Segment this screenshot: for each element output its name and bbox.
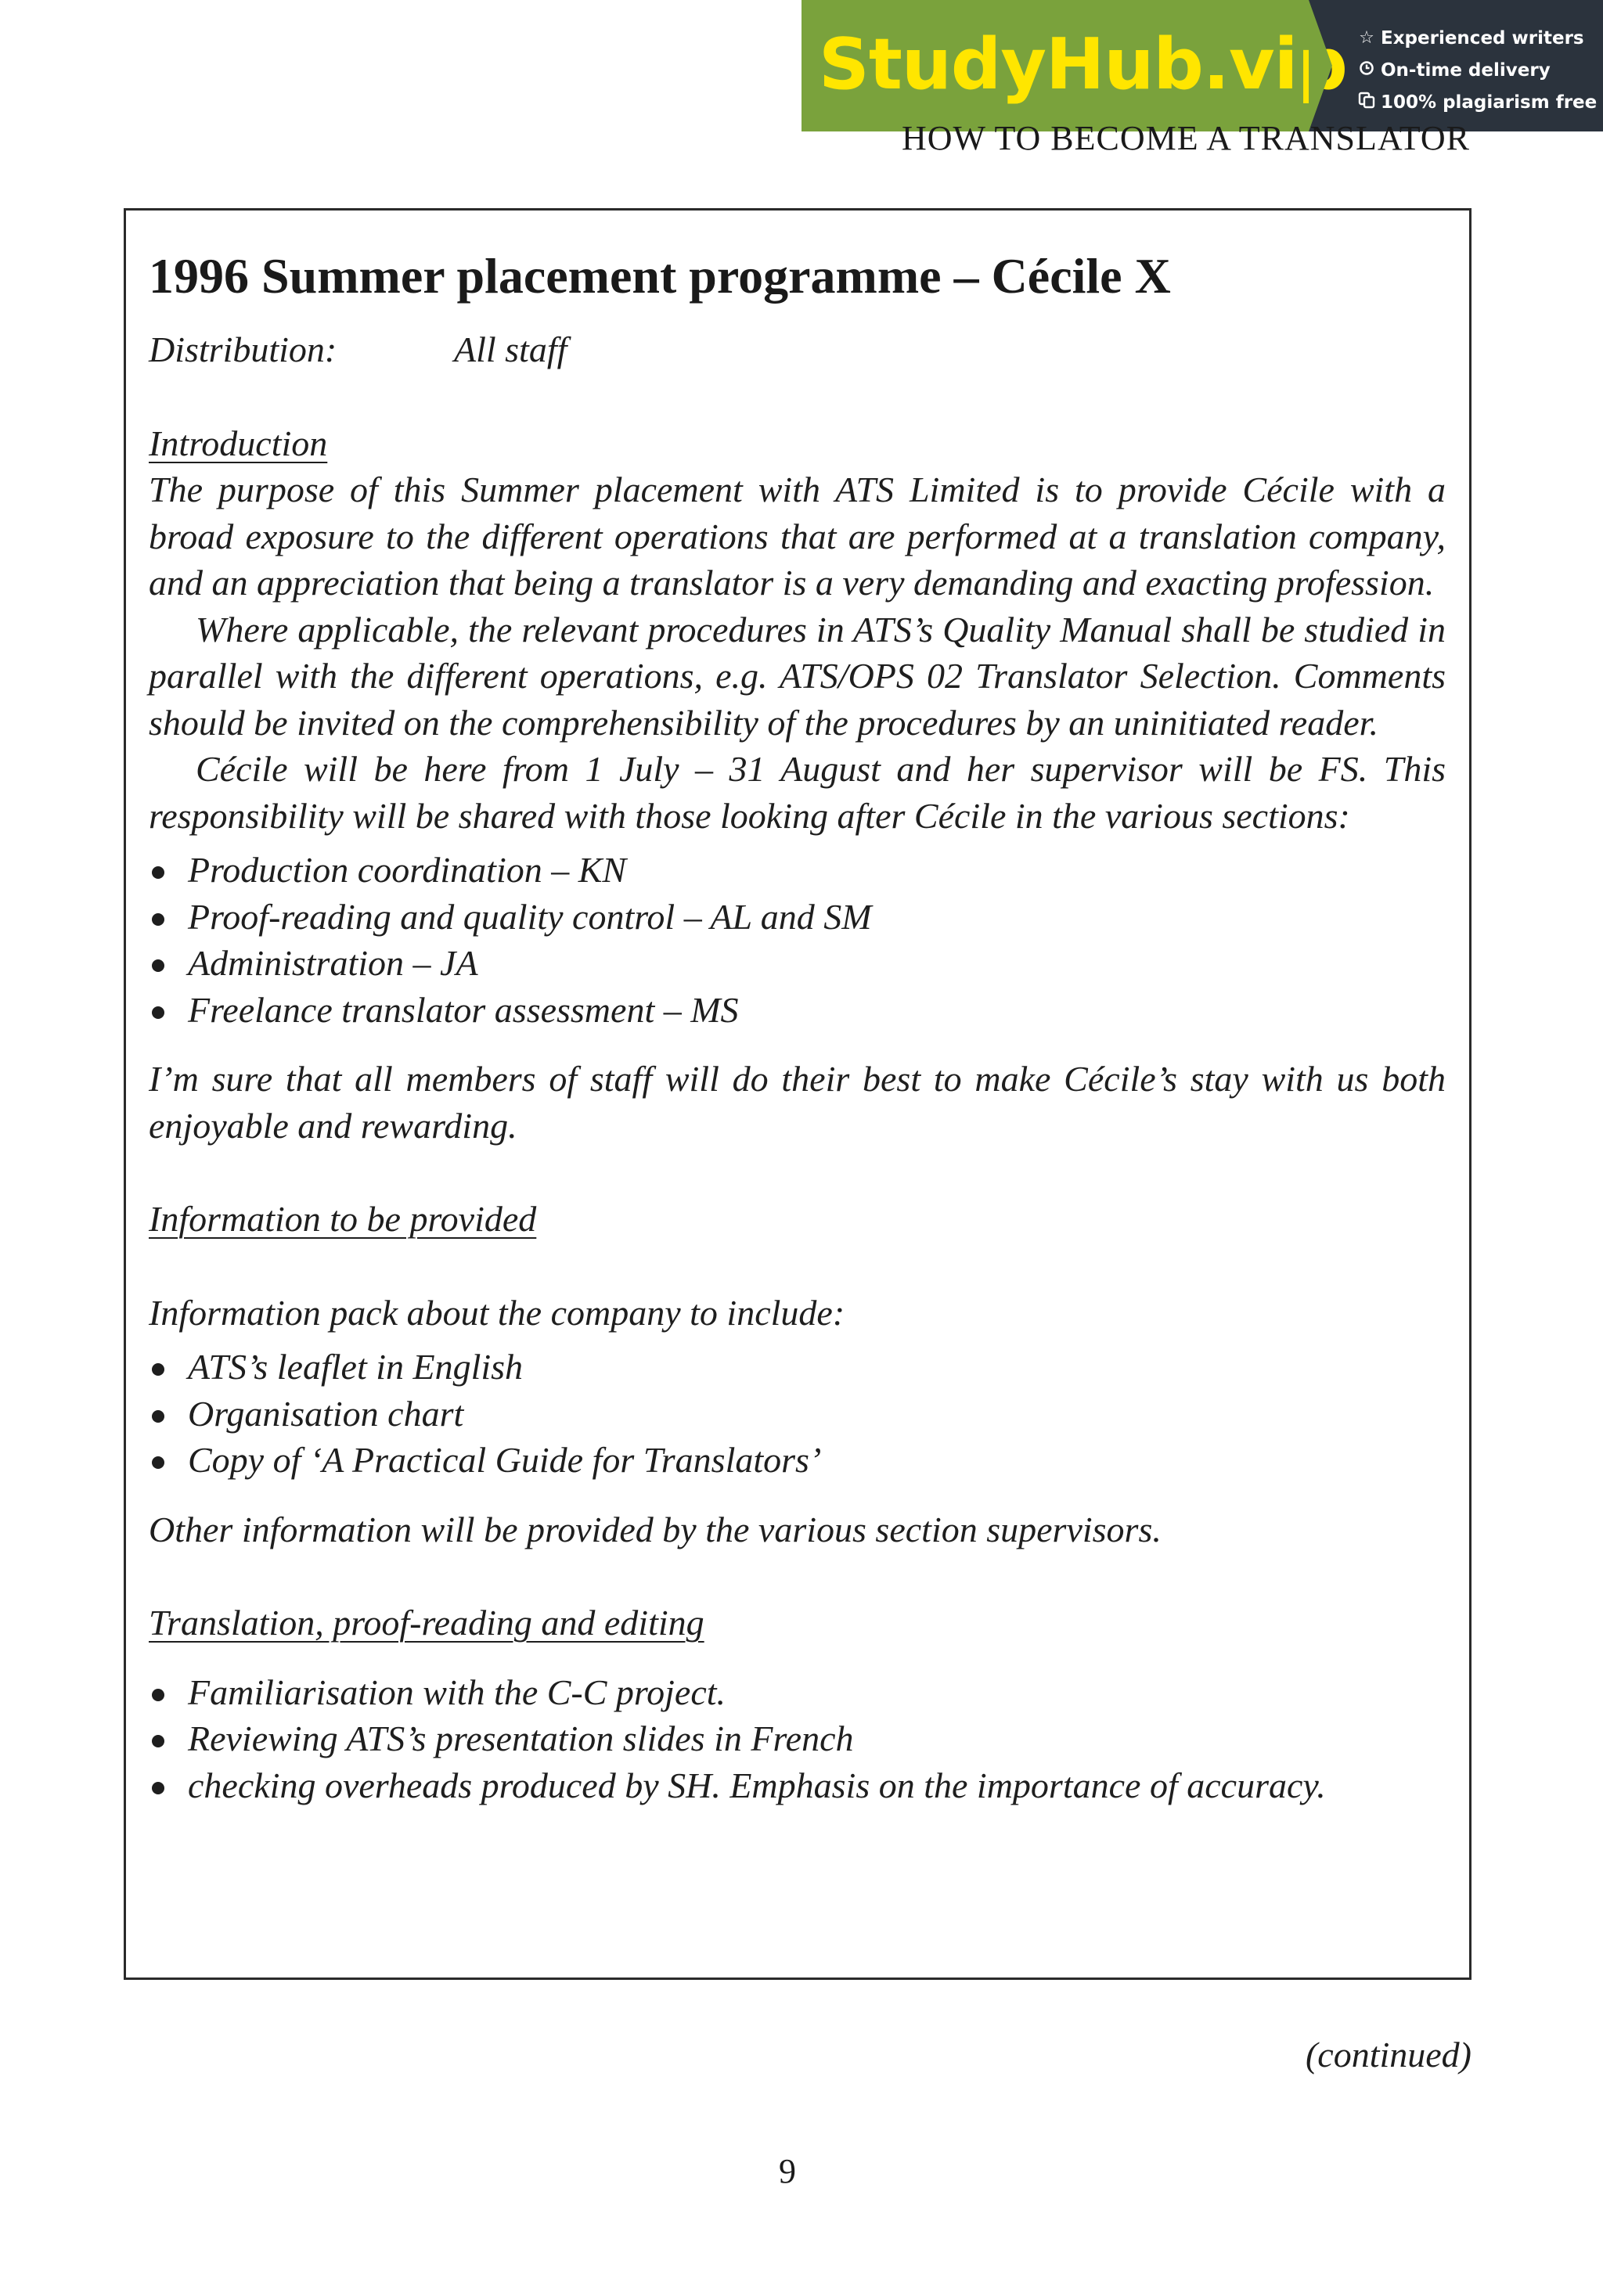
list-item-text: Familiarisation with the C-C project. (188, 1672, 726, 1712)
memo-body (149, 326, 1446, 1808)
logo-arrow-shape (1309, 0, 1332, 131)
watermark-feature (1356, 86, 1603, 118)
list-item (149, 1715, 1446, 1762)
distribution-label: Distribution: (149, 329, 337, 369)
list-item (149, 1437, 1446, 1484)
introduction-closing: I’m sure that all members of staff will do their best to make Cécile’s stay with us both enjoyable and rewarding. (149, 1059, 1446, 1146)
introduction-paragraph: Where applicable, the relevant procedures in ATS’s Quality Manual shall be studied in parallel with the different operations, e.g. ATS/OPS 02 Translator Selection. Comments should be invited on the comprehensibility of the procedures by an uninitiated reader. (149, 609, 1446, 743)
list-item (149, 940, 1446, 987)
information-closing: Other information will be provided by the various section supervisors. (149, 1509, 1162, 1549)
continued-note: (continued) (1305, 2035, 1472, 2075)
list-item (149, 987, 1446, 1034)
list-item (149, 894, 1446, 941)
translation-heading-text: Translation, proof-reading and editing (149, 1603, 704, 1643)
bullet-icon (152, 1735, 164, 1747)
list-item (149, 1762, 1446, 1809)
copy-document-icon (1356, 92, 1378, 113)
star-outline-icon: ☆ (1359, 28, 1374, 48)
list-item-text: Administration – JA (188, 943, 478, 983)
distribution-value: All staff (454, 329, 567, 369)
studyhub-logo-text: StudyHub.vip (819, 23, 1347, 106)
information-heading (149, 1196, 1446, 1243)
distribution-row (149, 326, 1446, 373)
list-item-text: Proof-reading and quality control – AL and SM (188, 896, 872, 937)
information-heading-text: Information to be provided (149, 1199, 537, 1239)
memo-frame (124, 208, 1472, 1980)
watermark-feature-text: On-time delivery (1381, 59, 1551, 81)
clock-icon (1356, 60, 1378, 81)
page-number: 9 (779, 2152, 796, 2190)
list-item-text: checking overheads produced by SH. Emphasis on the importance of accuracy. (188, 1765, 1326, 1805)
information-intro: Information pack about the company to include: (149, 1292, 845, 1333)
information-pack-list (149, 1344, 1446, 1484)
list-item (149, 1344, 1446, 1391)
memo-title: 1996 Summer placement programme – Cécile X (149, 248, 1171, 304)
bullet-icon (152, 1689, 164, 1701)
translation-heading (149, 1600, 1446, 1646)
watermark-feature (1356, 54, 1603, 86)
bullet-icon (152, 959, 164, 972)
watermark-feature (1356, 22, 1603, 54)
bullet-icon (152, 1782, 164, 1794)
list-item-text: Organisation chart (188, 1393, 464, 1434)
translation-task-list (149, 1669, 1446, 1809)
studyhub-watermark-banner (802, 0, 1603, 131)
introduction-paragraph: Cécile will be here from 1 July – 31 August and her supervisor will be FS. This responsibility will be shared with those looking after Cécile in the various sections: (149, 749, 1446, 836)
watermark-feature-list (1309, 0, 1603, 131)
introduction-heading-text: Introduction (149, 423, 328, 463)
studyhub-logo (802, 0, 1347, 131)
list-item-text: Freelance translator assessment – MS (188, 989, 739, 1030)
bullet-icon (152, 1456, 164, 1469)
list-item (149, 1669, 1446, 1716)
bullet-icon (152, 1363, 164, 1376)
bullet-icon (152, 1006, 164, 1019)
list-item (149, 1391, 1446, 1438)
list-item (149, 847, 1446, 894)
section-supervisor-list (149, 847, 1446, 1033)
list-item-text: Reviewing ATS’s presentation slides in French (188, 1718, 854, 1758)
list-item-text: ATS’s leaflet in English (188, 1347, 524, 1387)
watermark-feature-text: 100% plagiarism free (1381, 92, 1598, 113)
list-item-text: Copy of ‘A Practical Guide for Translators’ (188, 1440, 822, 1480)
introduction-heading (149, 420, 1446, 467)
watermark-feature-text: Experienced writers (1381, 27, 1584, 49)
running-header: HOW TO BECOME A TRANSLATOR (901, 119, 1470, 157)
bullet-icon (152, 913, 164, 926)
bullet-icon (152, 1410, 164, 1423)
list-item-text: Production coordination – KN (188, 850, 627, 890)
introduction-paragraph: The purpose of this Summer placement with ATS Limited is to provide Cécile with a broad exposure to the different operations that are performed at a translation company, and an appreciation that being a translator is a very demanding and exacting profession. (149, 470, 1446, 603)
bullet-icon (152, 866, 164, 879)
